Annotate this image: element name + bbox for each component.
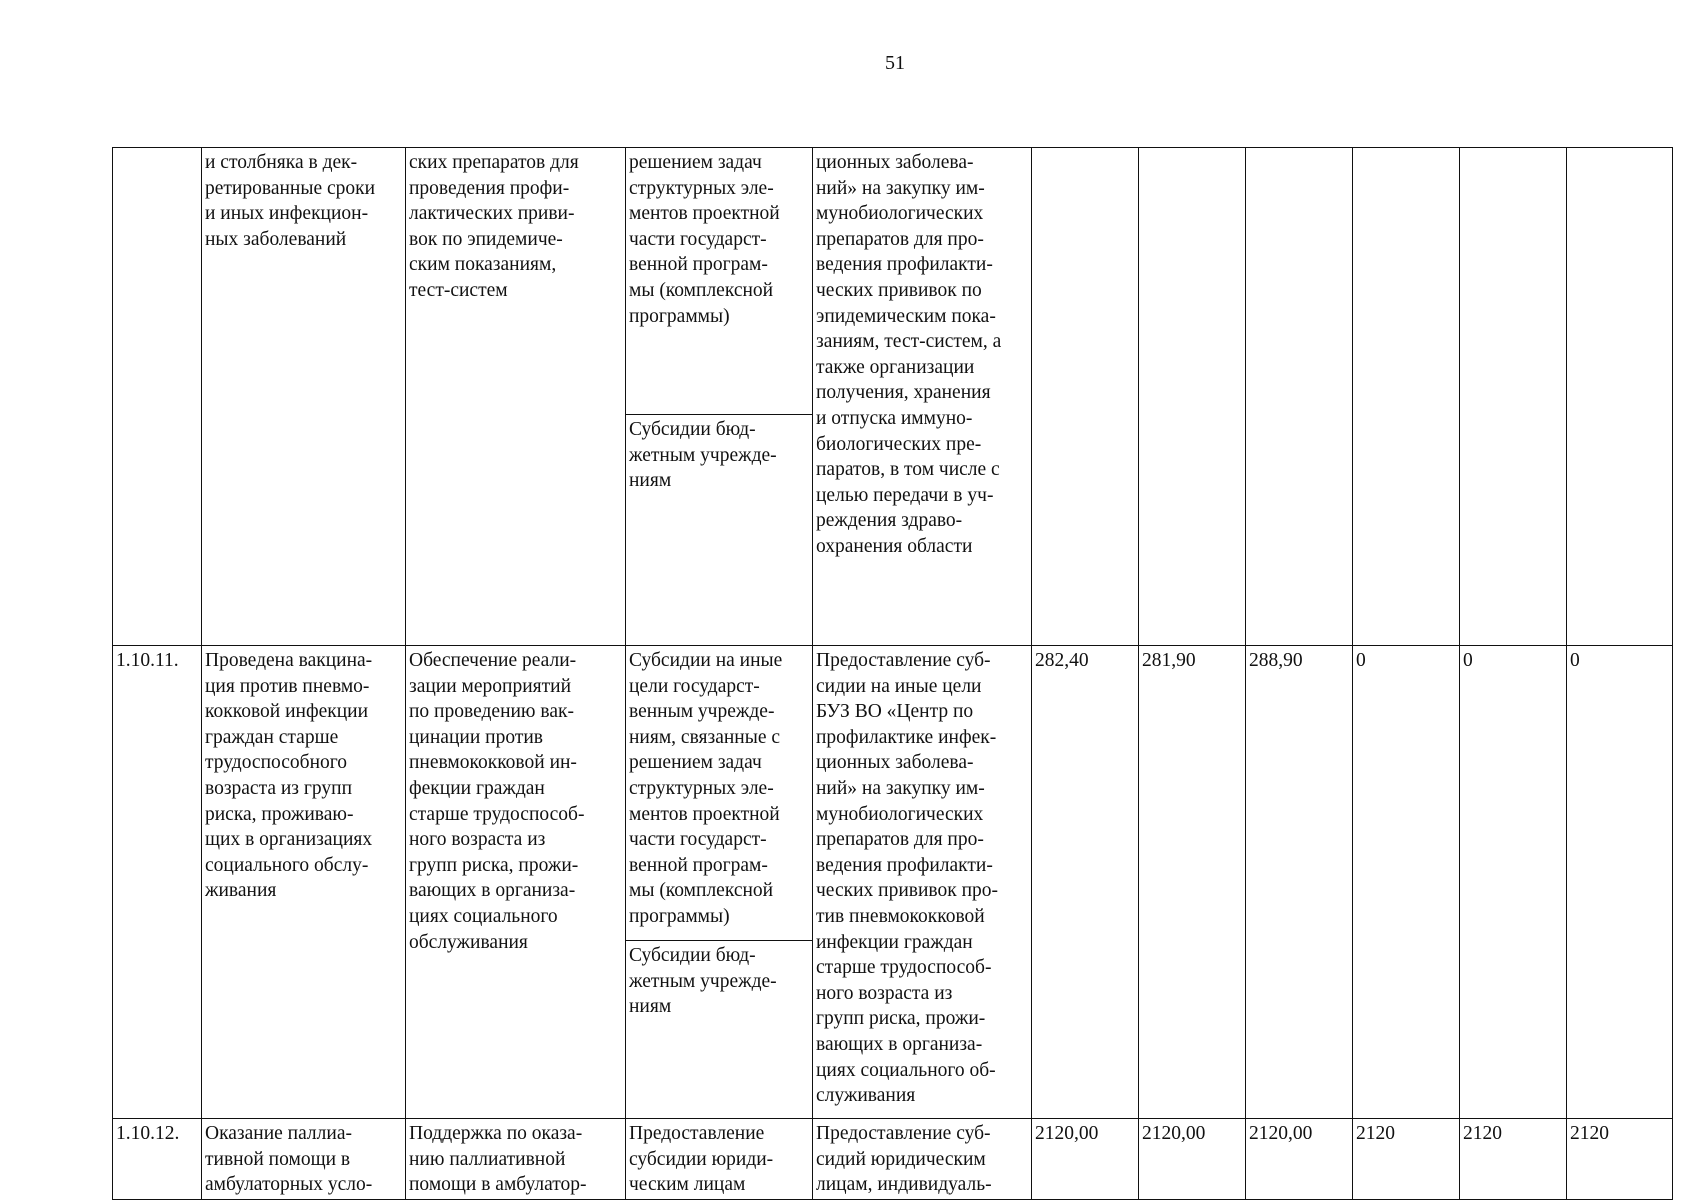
funding-type-cell: решением задач структурных эле- ментов проектной части государст- венной програм- мы (комплексной программы) (626, 148, 813, 415)
value-cell: 281,90 (1139, 646, 1246, 1119)
activity-cell: ских препаратов для проведения профи- лактических приви- вок по эпидемиче- ским показаниям, тест-систем (406, 148, 626, 646)
value-cell: 0 (1460, 646, 1567, 1119)
event-name-cell: Оказание паллиа- тивной помощи в амбулаторных усло- (202, 1119, 406, 1200)
value-cell (1460, 148, 1567, 646)
value-cell: 2120,00 (1032, 1119, 1139, 1200)
value-cell: 2120 (1567, 1119, 1673, 1200)
description-cell: Предоставление суб- сидий юридическим лицам, индивидуаль- (813, 1119, 1032, 1200)
activity-cell: Поддержка по оказа- нию паллиативной помощи в амбулатор- (406, 1119, 626, 1200)
value-cell: 2120,00 (1139, 1119, 1246, 1200)
value-cell: 2120 (1460, 1119, 1567, 1200)
event-name-cell: Проведена вакцина- ция против пневмо- кокковой инфекции граждан старше трудоспособного возраста из групп риска, проживаю- щих в организациях социального обслу- живания (202, 646, 406, 1119)
activity-cell: Обеспечение реали- зации мероприятий по проведению вак- цинации против пневмококковой ин- фекции граждан старше трудоспособ- ного возраста из групп риска, прожи- вающих в организа- циях социального обслуживания (406, 646, 626, 1119)
value-cell: 282,40 (1032, 646, 1139, 1119)
event-name-cell: и столбняка в дек- ретированные сроки и иных инфекцион- ных заболеваний (202, 148, 406, 646)
value-cell: 2120 (1353, 1119, 1460, 1200)
value-cell: 288,90 (1246, 646, 1353, 1119)
program-table (112, 147, 1673, 1200)
value-cell: 0 (1567, 646, 1673, 1119)
page-number: 51 (885, 52, 905, 74)
value-cell (1032, 148, 1139, 646)
value-cell: 0 (1353, 646, 1460, 1119)
value-cell (1353, 148, 1460, 646)
value-cell (1246, 148, 1353, 646)
table-row (113, 148, 1673, 415)
funding-type-cell: Субсидии бюд- жетным учрежде- ниям (626, 415, 813, 646)
row-number-cell (113, 148, 202, 646)
table-row (113, 646, 1673, 941)
description-cell: Предоставление суб- сидии на иные цели БУЗ ВО «Центр по профилактике инфек- ционных заболева- ний» на закупку им- мунобиологических препаратов для про- ведения профилакти- ческих прививок про- тив пневмококковой инфекции граждан старше трудоспособ- ного возраста из групп риска, прожи- вающих в организа- циях социального об- служивания (813, 646, 1032, 1119)
row-number-cell: 1.10.12. (113, 1119, 202, 1200)
row-number-cell: 1.10.11. (113, 646, 202, 1119)
funding-type-cell: Предоставление субсидии юриди- ческим лицам (626, 1119, 813, 1200)
value-cell: 2120,00 (1246, 1119, 1353, 1200)
table-row (113, 1119, 1673, 1200)
funding-type-cell: Субсидии бюд- жетным учрежде- ниям (626, 941, 813, 1119)
value-cell (1139, 148, 1246, 646)
value-cell (1567, 148, 1673, 646)
description-cell: ционных заболева- ний» на закупку им- мунобиологических препаратов для про- ведения профилакти- ческих прививок по эпидемическим пока- заниям, тест-систем, а также организации получения, хранения и отпуска иммуно- биологических пре- паратов, в том числе с целью передачи в уч- реждения здраво- охранения области (813, 148, 1032, 646)
funding-type-cell: Субсидии на иные цели государст- венным учрежде- ниям, связанные с решением задач структурных эле- ментов проектной части государст- венной програм- мы (комплексной программы) (626, 646, 813, 941)
